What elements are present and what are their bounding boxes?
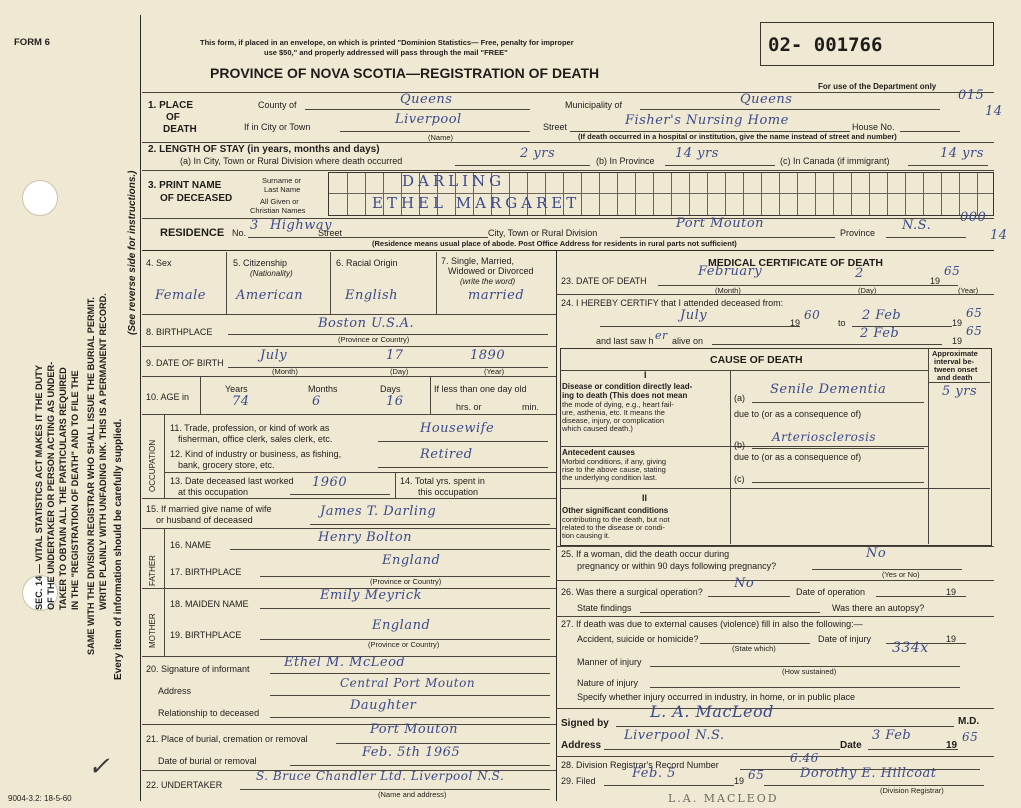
residence-street[interactable]: Highway	[270, 218, 332, 233]
spouse-value[interactable]: James T. Darling	[320, 504, 437, 519]
physician-signature[interactable]: L. A. MacLeod	[650, 702, 774, 721]
mail-notice-1: This form, if placed in an envelope, on which is printed "Dominion Statistics— Free, penalty for improper	[200, 38, 574, 47]
interval-a-value[interactable]: 5 yrs	[942, 384, 978, 399]
code-334: 334x	[892, 640, 929, 656]
check-mark: ✓	[88, 752, 111, 782]
physician-date[interactable]: 3 Feb	[872, 728, 912, 743]
last-saw-date[interactable]: 2 Feb	[860, 326, 900, 341]
filed-date-value[interactable]: Feb. 5	[632, 766, 676, 781]
relationship-value[interactable]: Daughter	[350, 698, 417, 713]
residence-province[interactable]: N.S.	[902, 218, 932, 233]
dob-day[interactable]: 17	[386, 348, 404, 363]
father-name-value[interactable]: Henry Bolton	[318, 530, 413, 545]
street-value[interactable]: Fisher's Nursing Home	[625, 113, 789, 128]
citizenship-value[interactable]: American	[236, 288, 304, 303]
form-title: PROVINCE OF NOVA SCOTIA—REGISTRATION OF DEATH	[210, 65, 600, 81]
stay-canada-value[interactable]: 14 yrs	[940, 146, 984, 161]
attended-from[interactable]: July	[680, 308, 708, 323]
serial-number: 02- 001766	[768, 34, 883, 56]
punch-hole-top	[22, 180, 58, 216]
death-month[interactable]: February	[698, 264, 763, 279]
undertaker-value[interactable]: S. Bruce Chandler Ltd. Liverpool N.S.	[256, 769, 505, 783]
dob-year[interactable]: 1890	[470, 348, 506, 363]
dept-code: 015	[958, 88, 985, 103]
cause-a-value[interactable]: Senile Dementia	[770, 382, 887, 397]
age-years[interactable]: 74	[232, 394, 250, 409]
pregnancy-value[interactable]: No	[866, 546, 887, 561]
mother-maiden-value[interactable]: Emily Meyrick	[320, 588, 422, 603]
municipality-value[interactable]: Queens	[740, 92, 793, 107]
racial-origin-value[interactable]: English	[345, 288, 399, 303]
sidebar-text-4: IN THE "REGISTRATION OF DEATH" AND TO FILE THE	[70, 370, 80, 610]
dob-month[interactable]: July	[260, 348, 288, 363]
informant-signature[interactable]: Ethel M. McLeod	[284, 655, 406, 670]
place-label: 1. PLACE	[148, 100, 194, 111]
form-code: 9004-3.2: 18-5-60	[8, 794, 72, 803]
sidebar-text-7: Every item of information should be carefully supplied.	[113, 418, 124, 680]
registrar-signature[interactable]: Dorothy E. Hillcoat	[800, 766, 937, 781]
mother-birthplace-value[interactable]: England	[372, 618, 431, 633]
birthplace-value[interactable]: Boston U.S.A.	[318, 316, 415, 331]
dept-use-label: For use of the Department only	[818, 82, 937, 91]
county-value[interactable]: Queens	[400, 92, 453, 107]
trade-value[interactable]: Housewife	[420, 421, 495, 436]
surgical-value[interactable]: No	[734, 576, 755, 591]
marital-status-value[interactable]: married	[468, 288, 525, 303]
residence-city[interactable]: Port Mouton	[676, 216, 765, 231]
sidebar-text-8: (See reverse side for instructions.)	[127, 170, 138, 335]
burial-place-value[interactable]: Port Mouton	[370, 722, 459, 737]
age-days[interactable]: 16	[386, 394, 404, 409]
mail-notice-2: use $50," and properly addressed will pass through the mail "FREE"	[264, 48, 508, 57]
sidebar-text-6: WRITE PLAINLY WITH UNFADING INK. THIS IS A PERMANENT RECORD.	[98, 293, 108, 610]
sidebar-text-3: TAKER TO OBTAIN ALL THE PARTICULARS REQUIRED	[58, 367, 68, 610]
industry-value[interactable]: Retired	[420, 447, 473, 462]
sex-value[interactable]: Female	[155, 288, 206, 303]
surname-value[interactable]: DARLING	[402, 172, 506, 190]
informant-address[interactable]: Central Port Mouton	[340, 676, 476, 690]
stay-province-value[interactable]: 14 yrs	[675, 146, 719, 161]
stay-city-value[interactable]: 2 yrs	[520, 146, 556, 161]
sidebar-text-1: SEC. 14 — VITAL STATISTICS ACT MAKES IT THE DUTY	[34, 364, 44, 610]
cause-b-value[interactable]: Arteriosclerosis	[772, 430, 877, 444]
death-day[interactable]: 2	[855, 266, 864, 281]
residence-no[interactable]: 3	[250, 218, 259, 233]
death-year[interactable]: 65	[944, 264, 961, 278]
form-number: FORM 6	[14, 37, 50, 48]
city-value[interactable]: Liverpool	[395, 112, 462, 127]
burial-date-value[interactable]: Feb. 5th 1965	[362, 745, 461, 760]
attended-to[interactable]: 2 Feb	[862, 308, 902, 323]
sidebar-text-5: SAME WITH THE DIVISION REGISTRAR WHO SHALL ISSUE THE BURIAL PERMIT.	[86, 297, 96, 655]
father-birthplace-value[interactable]: England	[382, 553, 441, 568]
given-names-value[interactable]: ETHEL MARGARET	[372, 194, 581, 212]
age-months[interactable]: 6	[312, 394, 321, 409]
record-number-value[interactable]: 6.46	[790, 751, 819, 765]
physician-address[interactable]: Liverpool N.S.	[624, 728, 725, 743]
last-worked-value[interactable]: 1960	[312, 475, 348, 490]
printed-physician-name: L.A. MACLEOD	[668, 792, 779, 805]
sidebar-text-2: OF THE UNDERTAKER OR PERSON ACTING AS UNDER-	[46, 361, 56, 610]
